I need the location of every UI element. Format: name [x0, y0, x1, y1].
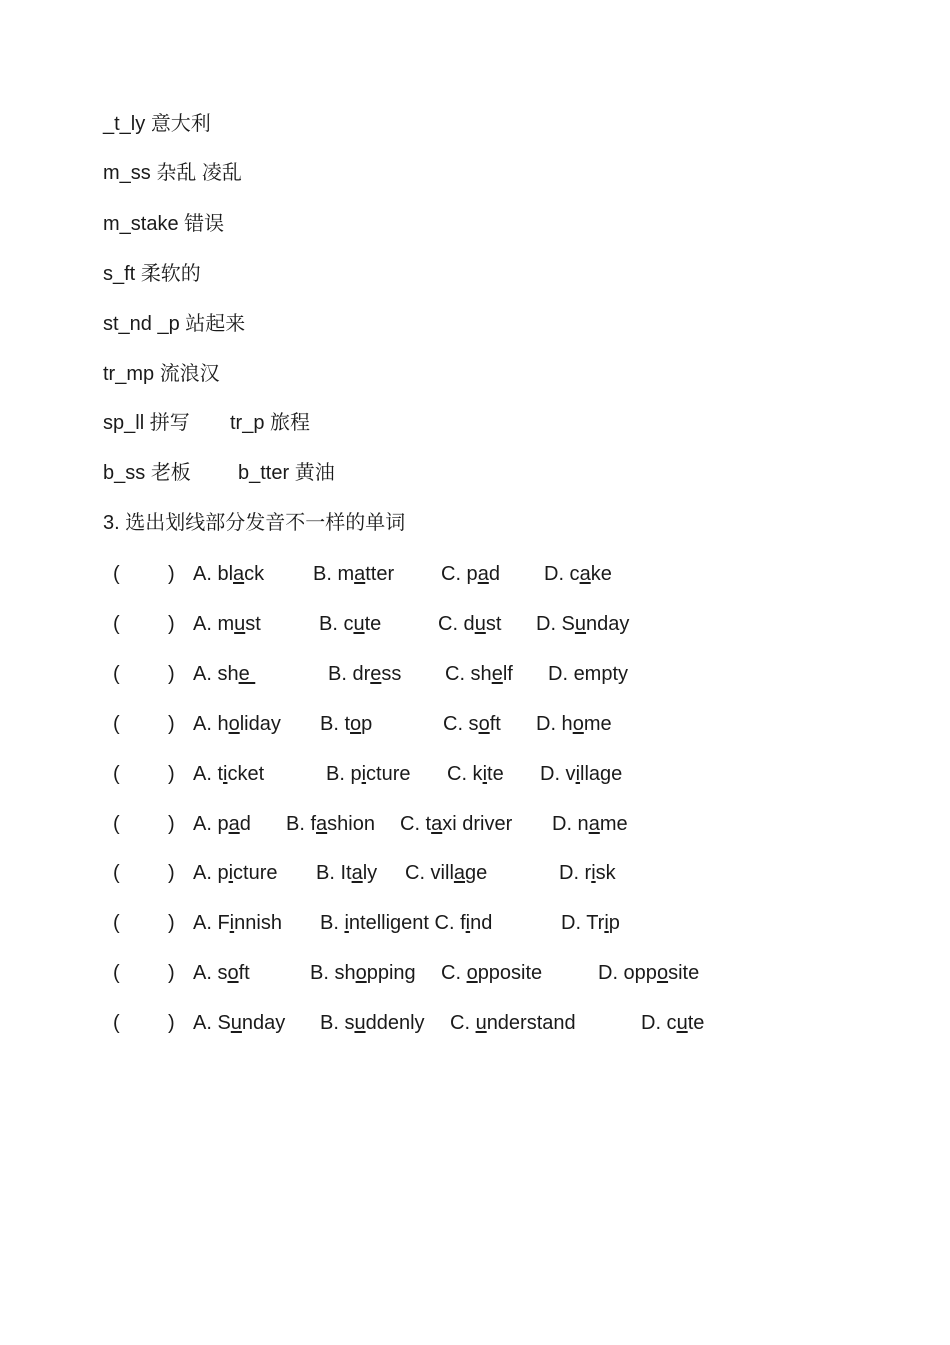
- underlined-letter: i: [591, 862, 596, 884]
- option-text: D.: [548, 663, 574, 685]
- option: [450, 1010, 576, 1036]
- underlined-letter: i: [482, 763, 488, 785]
- option: [441, 561, 500, 587]
- option: [400, 811, 512, 837]
- option-text: B. p: [326, 763, 362, 785]
- vocab-word: m_ss: [103, 162, 151, 184]
- option-text: D. v: [540, 763, 576, 785]
- option: [328, 661, 401, 687]
- option: [193, 711, 281, 737]
- option-text: B. sh: [310, 962, 356, 984]
- vocab-meaning: 旅程: [270, 412, 311, 434]
- underlined-letter: u: [574, 613, 587, 635]
- vocab-item: [103, 460, 335, 486]
- option: [316, 860, 377, 886]
- answer-blank-open[interactable]: (: [113, 862, 120, 884]
- underlined-letter: u: [474, 613, 486, 635]
- option: [193, 561, 264, 587]
- option-text: C.: [450, 1012, 476, 1034]
- section-title: 3. 选出划线部分发音不一样的单词: [103, 512, 406, 534]
- option-text: p: [608, 912, 620, 934]
- option-text: D. S: [536, 613, 575, 635]
- question-row: [0, 661, 950, 687]
- answer-blank-close: ): [168, 713, 175, 735]
- underlined-letter: i: [228, 862, 234, 884]
- underlined-letter: i: [361, 763, 367, 785]
- answer-blank-open[interactable]: (: [113, 962, 120, 984]
- option-text: C. vill: [405, 862, 454, 884]
- underlined-letter: o: [466, 962, 478, 984]
- option-text: A. p: [193, 862, 229, 884]
- underlined-letter: o: [572, 713, 584, 735]
- option-text: ddenly: [365, 1012, 425, 1034]
- question-row: [0, 561, 950, 587]
- underlined-letter: a: [354, 563, 366, 585]
- answer-blank-open[interactable]: (: [113, 663, 120, 685]
- answer-blank-close: ): [168, 813, 175, 835]
- option-text: shion: [327, 813, 375, 835]
- option: [443, 711, 501, 737]
- option: [320, 711, 372, 737]
- option-text: te: [687, 1012, 705, 1034]
- option-text: ft: [489, 713, 501, 735]
- vocab-item: [103, 111, 211, 137]
- option-text: B. c: [319, 613, 354, 635]
- option: [193, 661, 255, 687]
- option-text: liday: [239, 713, 281, 735]
- option-text: A. S: [193, 1012, 231, 1034]
- underlined-letter: u: [676, 1012, 688, 1034]
- vocab-word: tr_p: [230, 412, 265, 434]
- underlined-letter: i: [229, 912, 235, 934]
- option-text: cket: [227, 763, 265, 785]
- option-text: nday: [241, 1012, 286, 1034]
- option-text: A. h: [193, 713, 229, 735]
- option-text: A. F: [193, 912, 230, 934]
- option-text: st: [485, 613, 502, 635]
- underlined-letter: i: [604, 912, 609, 934]
- underlined-letter: a: [316, 813, 328, 835]
- option-text: D. r: [559, 862, 592, 884]
- question-row: [0, 1010, 950, 1036]
- vocab-word: _t_ly: [103, 113, 146, 135]
- option: [193, 1010, 285, 1036]
- option-text: D. c: [544, 563, 580, 585]
- option: [193, 811, 251, 837]
- option: [193, 761, 264, 787]
- vocab-item-second: [238, 460, 335, 486]
- option: [310, 960, 416, 986]
- option-text: ke: [590, 563, 612, 585]
- option: [438, 611, 501, 637]
- underlined-letter: a: [228, 813, 240, 835]
- option: [319, 611, 381, 637]
- vocab-word: st_nd _p: [103, 313, 180, 335]
- vocab-meaning: 老板: [150, 462, 191, 484]
- underlined-letter: a: [233, 563, 245, 585]
- vocab-word: m_stake: [103, 213, 179, 235]
- option: [326, 761, 411, 787]
- option: [447, 761, 504, 787]
- option: [193, 611, 261, 637]
- underlined-letter: i: [223, 763, 228, 785]
- question-row: [0, 611, 950, 637]
- option-text: D. c: [641, 1012, 677, 1034]
- option-text: nnish: [234, 912, 282, 934]
- option-text: B. It: [316, 862, 352, 884]
- answer-blank-close: ): [168, 663, 175, 685]
- answer-blank-close: ): [168, 912, 175, 934]
- underlined-letter: e: [491, 663, 503, 685]
- underlined-letter: i: [465, 912, 471, 934]
- vocab-word: b_ss: [103, 462, 146, 484]
- option: [405, 860, 487, 886]
- option-text: C. sh: [445, 663, 492, 685]
- question-row: [0, 761, 950, 787]
- option-text: A. s: [193, 962, 228, 984]
- vocab-word: tr_mp: [103, 363, 155, 385]
- answer-blank-open[interactable]: (: [113, 912, 120, 934]
- option-text: me: [583, 713, 612, 735]
- underlined-letter: a: [453, 862, 466, 884]
- underlined-letter: u: [353, 613, 365, 635]
- vocab-meaning: 站起来: [185, 313, 246, 335]
- underlined-letter: a: [431, 813, 443, 835]
- option-text: A. p: [193, 813, 229, 835]
- vocab-item: [103, 160, 242, 186]
- option-text: llage: [580, 763, 623, 785]
- option: [548, 661, 628, 687]
- option-text: A. bl: [193, 563, 234, 585]
- vocab-meaning: 拼写: [149, 412, 190, 434]
- underlined-letter: o: [228, 713, 240, 735]
- option-text: p: [361, 713, 373, 735]
- option-text: C. t: [400, 813, 432, 835]
- option-text: sk: [595, 862, 616, 884]
- underlined-letter: e: [370, 663, 382, 685]
- option-text: te: [364, 613, 382, 635]
- option: [540, 761, 622, 787]
- option: [441, 960, 542, 986]
- option-text: te: [487, 763, 504, 785]
- option-text: A. t: [193, 763, 224, 785]
- answer-blank-close: ): [168, 563, 175, 585]
- option-text: D. n: [552, 813, 589, 835]
- question-row: [0, 811, 950, 837]
- question-row: [0, 910, 950, 936]
- underlined-letter: o: [227, 962, 239, 984]
- vocab-item-second: [230, 410, 310, 436]
- option-text: nd: [470, 912, 493, 934]
- option: [286, 811, 375, 837]
- answer-blank-open[interactable]: (: [113, 613, 120, 635]
- option-text: st: [245, 613, 261, 635]
- option: [445, 661, 513, 687]
- option-text: cture: [366, 763, 411, 785]
- option-text: C.: [441, 962, 467, 984]
- option-text: A. m: [193, 613, 235, 635]
- option-text: nday: [586, 613, 630, 635]
- option: [544, 561, 612, 587]
- option: [193, 960, 250, 986]
- option: [320, 910, 492, 936]
- option: [598, 960, 699, 986]
- vocab-item: [103, 361, 220, 387]
- underlined-letter: o: [656, 962, 669, 984]
- option-text: C. k: [447, 763, 483, 785]
- option-text: C. s: [443, 713, 479, 735]
- option-text: D. opp: [598, 962, 657, 984]
- option-text: D. Tr: [561, 912, 605, 934]
- option: [536, 611, 629, 637]
- option-text: empty: [573, 663, 629, 685]
- underlined-letter: a: [588, 813, 600, 835]
- option-text: pposite: [477, 962, 543, 984]
- option: [320, 1010, 425, 1036]
- underlined-letter: a: [477, 563, 489, 585]
- option-text: pping: [366, 962, 416, 984]
- option-text: ge: [465, 862, 488, 884]
- underlined-letter: a: [579, 563, 591, 585]
- vocab-meaning: 流浪汉: [159, 363, 220, 385]
- option-text: site: [668, 962, 700, 984]
- option-text: A. sh: [193, 663, 239, 685]
- option-text: D. h: [536, 713, 573, 735]
- answer-blank-close: ): [168, 862, 175, 884]
- underlined-letter: u: [475, 1012, 487, 1034]
- vocab-word: s_ft: [103, 263, 136, 285]
- underlined-letter: o: [355, 962, 367, 984]
- question-row: [0, 860, 950, 886]
- answer-blank-open[interactable]: (: [113, 1012, 120, 1034]
- question-row: [0, 711, 950, 737]
- answer-blank-open[interactable]: (: [113, 763, 120, 785]
- underlined-letter: a: [351, 862, 363, 884]
- option-text: me: [599, 813, 628, 835]
- answer-blank-close: ): [168, 763, 175, 785]
- vocab-item: [103, 211, 224, 237]
- underlined-letter: o: [478, 713, 490, 735]
- question-row: [0, 960, 950, 986]
- option-text: B. t: [320, 713, 351, 735]
- option-text: B. s: [320, 1012, 355, 1034]
- option-text: C. d: [438, 613, 475, 635]
- answer-blank-open[interactable]: (: [113, 713, 120, 735]
- option: [561, 910, 620, 936]
- vocab-item: [103, 410, 311, 436]
- answer-blank-close: ): [168, 613, 175, 635]
- option-text: B. m: [313, 563, 355, 585]
- option-text: ss: [381, 663, 402, 685]
- option-text: d: [488, 563, 500, 585]
- underlined-letter: u: [234, 613, 246, 635]
- option-text: B. dr: [328, 663, 371, 685]
- option: [193, 910, 282, 936]
- option-text: nderstand: [486, 1012, 576, 1034]
- underlined-letter: e: [238, 663, 256, 685]
- option-text: d: [239, 813, 251, 835]
- option-text: B. f: [286, 813, 317, 835]
- answer-blank-close: ): [168, 962, 175, 984]
- vocab-meaning: 意大利: [150, 113, 211, 135]
- option-text: xi driver: [442, 813, 513, 835]
- option: [536, 711, 612, 737]
- option-text: ft: [238, 962, 250, 984]
- option-text: ly: [362, 862, 378, 884]
- vocab-meaning: 柔软的: [140, 263, 201, 285]
- option-text: tter: [365, 563, 395, 585]
- option-text: B.: [320, 912, 345, 934]
- option: [313, 561, 394, 587]
- option-text: C. p: [441, 563, 478, 585]
- underlined-letter: i: [575, 763, 581, 785]
- underlined-letter: u: [354, 1012, 366, 1034]
- option-text: cture: [233, 862, 278, 884]
- answer-blank-open[interactable]: (: [113, 813, 120, 835]
- underlined-letter: u: [230, 1012, 242, 1034]
- vocab-word: b_tter: [238, 462, 290, 484]
- option-text: ck: [244, 563, 265, 585]
- answer-blank-close: ): [168, 1012, 175, 1034]
- option: [552, 811, 628, 837]
- option: [641, 1010, 704, 1036]
- answer-blank-open[interactable]: (: [113, 563, 120, 585]
- vocab-meaning: 杂乱 凌乱: [156, 162, 242, 184]
- vocab-meaning: 黄油: [294, 462, 335, 484]
- vocab-meaning: 错误: [184, 213, 225, 235]
- underlined-letter: i: [344, 912, 349, 934]
- option-text: lf: [502, 663, 513, 685]
- vocab-item: [103, 261, 201, 287]
- option: [193, 860, 278, 886]
- vocab-word: sp_ll: [103, 412, 145, 434]
- option-text: ntelligent C. f: [348, 912, 466, 934]
- option: [559, 860, 616, 886]
- underlined-letter: o: [350, 713, 362, 735]
- vocab-item: [103, 311, 245, 337]
